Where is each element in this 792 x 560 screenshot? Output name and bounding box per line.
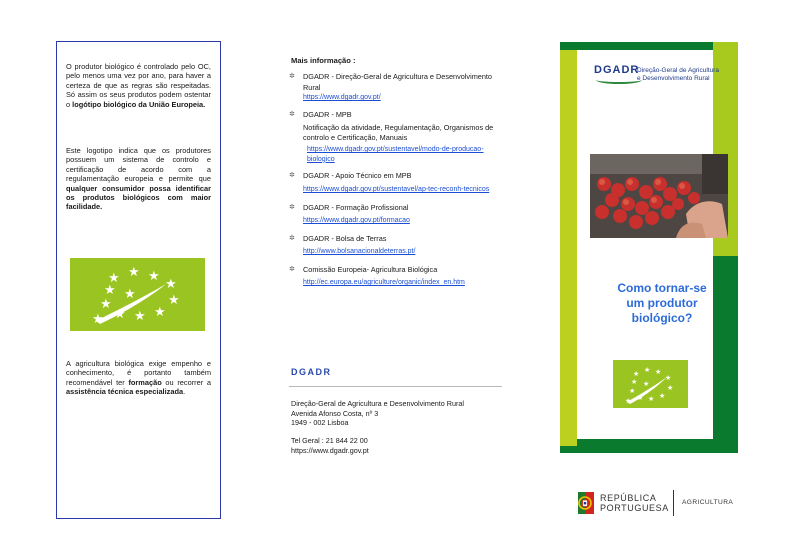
svg-text:★: ★ xyxy=(644,366,651,374)
svg-text:★: ★ xyxy=(154,305,166,320)
svg-text:★: ★ xyxy=(655,368,662,376)
info-list xyxy=(289,72,504,288)
svg-text:★: ★ xyxy=(643,380,650,388)
training-bold-assistencia: assistência técnica especializada xyxy=(66,387,184,397)
divider xyxy=(289,386,502,387)
control-text-bold: logótipo biológico da União Europeia. xyxy=(72,99,206,109)
training-paragraph xyxy=(66,359,211,397)
republic-line: REPÚBLICA xyxy=(600,493,657,503)
cover-title xyxy=(594,281,730,326)
agriculture-label: AGRICULTURA xyxy=(682,499,734,506)
bullet-star-icon: ✲ xyxy=(289,172,295,180)
item-label: DGADR - Formação Profissional xyxy=(303,202,409,212)
svg-text:★: ★ xyxy=(625,397,632,405)
logo-paragraph xyxy=(66,146,211,212)
training-bold-formacao: formação xyxy=(128,377,162,387)
svg-text:★: ★ xyxy=(104,283,116,298)
lime-stripe-left xyxy=(560,50,577,446)
training-text: A agricultura biológica exige empenho e conhecimento, é portanto também recomendável ter xyxy=(66,359,211,387)
item-label: DGADR - MPB xyxy=(303,109,352,119)
logo-text: Este logotipo indica que os produtores possuem um sistema de controlo e certificação de acordo com a regulamentação europeia e permite que xyxy=(66,146,211,184)
logo-separator xyxy=(673,490,674,516)
item-sublabel: Notificação da atividade, Regulamentação, Organismos de controlo e Certificação, Manuais xyxy=(303,123,494,142)
svg-text:★: ★ xyxy=(168,293,180,308)
control-paragraph xyxy=(66,62,211,109)
list-item-comissao xyxy=(289,265,504,288)
apples-photo xyxy=(590,154,728,238)
item-link[interactable]: https://www.dgadr.gov.pt/ xyxy=(303,94,381,101)
svg-text:★: ★ xyxy=(134,309,146,324)
cover-title-line: um produtor xyxy=(626,296,698,310)
item-label: DGADR - Direção-Geral de Agricultura e Desenvolvimento Rural xyxy=(303,72,492,92)
svg-text:★: ★ xyxy=(128,265,140,280)
bullet-star-icon: ✲ xyxy=(289,265,295,273)
training-text-end: . xyxy=(183,387,186,397)
list-item-mpb xyxy=(289,110,504,165)
svg-text:★: ★ xyxy=(637,394,644,402)
apples-harvest-image xyxy=(590,154,728,238)
training-text-2: ou recorrer a xyxy=(161,377,211,387)
republica-portuguesa-logo xyxy=(574,490,744,520)
svg-text:★: ★ xyxy=(665,374,672,382)
list-item-dgadr xyxy=(289,72,504,103)
bullet-star-icon: ✲ xyxy=(289,234,295,242)
phone: Tel Geral : 21 844 22 00 xyxy=(291,436,368,445)
item-link[interactable]: https://www.dgadr.gov.pt/formacao xyxy=(303,217,410,225)
more-info-title: Mais informação : xyxy=(291,56,356,65)
dgadr-org-name xyxy=(637,67,727,83)
list-item-bolsa-terras xyxy=(289,234,504,257)
svg-text:★: ★ xyxy=(629,387,636,395)
cover-title-line: Como tornar-se xyxy=(617,281,707,295)
item-label: DGADR - Apoio Técnico em MPB xyxy=(303,171,412,181)
eu-organic-logo-small xyxy=(613,360,688,408)
control-text: O produtor biológico é controlado pelo OC, pelo menos uma vez por ano, para haver a certeza de que as regras são respeitadas. Só assim os seus produtos podem ostentar o xyxy=(66,62,211,109)
list-item-apoio-tecnico xyxy=(289,171,504,194)
item-label: Comissão Europeia- Agricultura Biológica xyxy=(303,264,438,274)
cover-panel xyxy=(560,42,738,453)
svg-text:★: ★ xyxy=(631,378,638,386)
portuguese-republic-emblem-icon xyxy=(574,490,596,516)
bullet-star-icon: ✲ xyxy=(289,110,295,118)
svg-text:★: ★ xyxy=(667,384,674,392)
eu-organic-leaf-icon xyxy=(70,258,205,331)
cover-title-line: biológico? xyxy=(631,311,693,325)
svg-text:★: ★ xyxy=(659,392,666,400)
svg-text:★: ★ xyxy=(148,269,160,284)
bullet-star-icon: ✲ xyxy=(289,73,295,80)
middle-panel xyxy=(289,0,504,560)
address-line: Avenida Afonso Costa, nº 3 xyxy=(291,408,379,418)
svg-text:★: ★ xyxy=(92,312,104,327)
svg-text:★: ★ xyxy=(648,395,655,403)
contact-phone-web xyxy=(291,436,369,455)
eu-organic-logo-large xyxy=(70,258,205,331)
item-link[interactable]: https://www.dgadr.gov.pt/sustentavel/modo-de-producao-biologico xyxy=(307,146,484,163)
republic-line: PORTUGUESA xyxy=(600,503,669,513)
left-panel xyxy=(56,41,221,519)
org-name-line: e Desenvolvimento Rural xyxy=(637,75,710,82)
svg-text:★: ★ xyxy=(100,297,112,312)
dgadr-logo-arc xyxy=(596,76,642,84)
logo-text-bold: qualquer consumidor possa identificar os produtos biológicos com maior facilidade. xyxy=(66,183,211,212)
website: https://www.dgadr.gov.pt xyxy=(291,445,369,455)
dgadr-logo-text: DGADR xyxy=(594,64,640,76)
item-link[interactable]: https://www.dgadr.gov.pt/sustentavel/ap-tec-reconh-tecnicos xyxy=(303,185,490,193)
item-link[interactable]: http://ec.europa.eu/agriculture/organic/index_en.htm xyxy=(303,279,465,287)
bullet-star-icon: ✲ xyxy=(289,203,295,211)
eu-organic-leaf-icon xyxy=(613,360,688,408)
item-link[interactable]: http://www.bolsanacionaldeterras.pt/ xyxy=(303,248,416,256)
org-name-line: Direção-Geral de Agricultura xyxy=(637,67,720,74)
svg-text:★: ★ xyxy=(108,271,120,286)
contact-heading: DGADR xyxy=(291,367,332,377)
list-item-formacao xyxy=(289,203,504,226)
svg-text:★: ★ xyxy=(633,370,640,378)
republic-text xyxy=(600,493,669,513)
svg-text:★: ★ xyxy=(165,277,177,292)
svg-text:★: ★ xyxy=(114,307,126,322)
contact-address xyxy=(291,399,464,428)
address-line: Direção-Geral de Agricultura e Desenvolvimento Rural xyxy=(291,399,464,408)
address-line: 1949 - 002 Lisboa xyxy=(291,418,349,428)
item-label: DGADR - Bolsa de Terras xyxy=(303,233,387,243)
svg-text:★: ★ xyxy=(124,287,136,302)
